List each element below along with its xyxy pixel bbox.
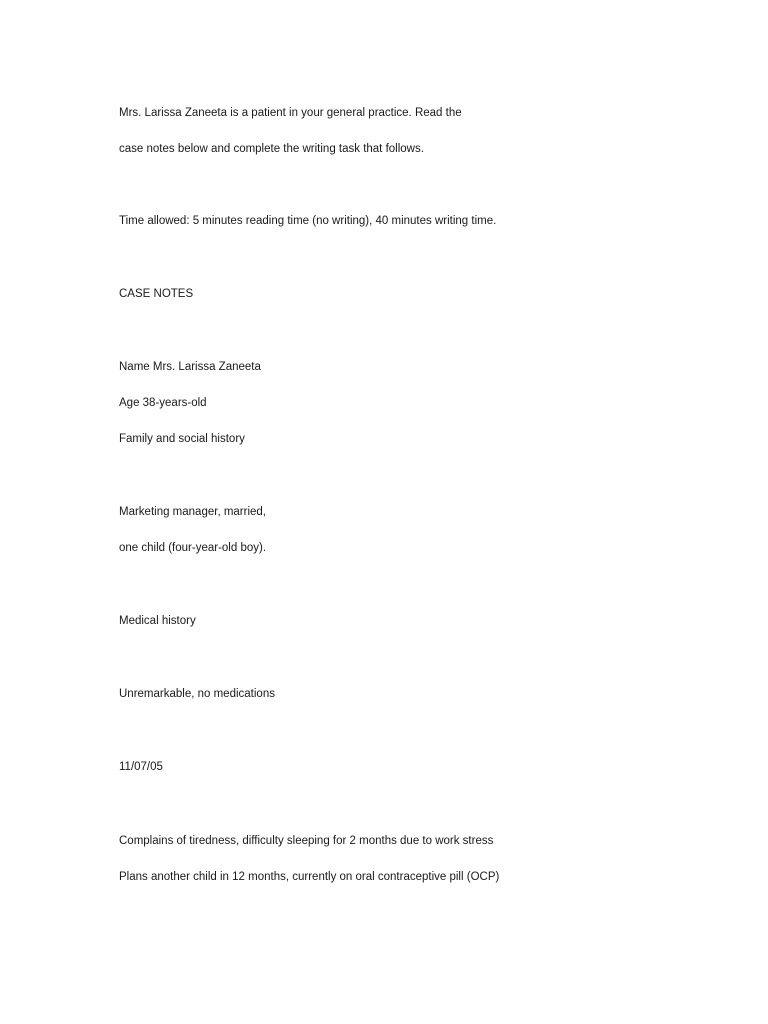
complaint-line: Complains of tiredness, difficulty sleeping for 2 months due to work stress	[119, 835, 494, 847]
occupation-line: Marketing manager, married,	[119, 506, 267, 518]
medical-history-heading: Medical history	[119, 615, 196, 627]
patient-name: Name Mrs. Larissa Zaneeta	[119, 361, 261, 373]
visit-date: 11/07/05	[119, 761, 163, 773]
intro-line-2: case notes below and complete the writing task that follows.	[119, 143, 424, 155]
children-line: one child (four-year-old boy).	[119, 542, 267, 554]
family-social-history-heading: Family and social history	[119, 433, 245, 445]
plans-line: Plans another child in 12 months, currently on oral contraceptive pill (OCP)	[119, 871, 500, 883]
case-notes-heading: CASE NOTES	[119, 288, 194, 300]
intro-line-1: Mrs. Larissa Zaneeta is a patient in your general practice. Read the	[119, 107, 462, 119]
patient-age: Age 38-years-old	[119, 397, 207, 409]
time-allowed-text: Time allowed: 5 minutes reading time (no writing), 40 minutes writing time.	[119, 215, 497, 227]
medical-history-text: Unremarkable, no medications	[119, 688, 275, 700]
